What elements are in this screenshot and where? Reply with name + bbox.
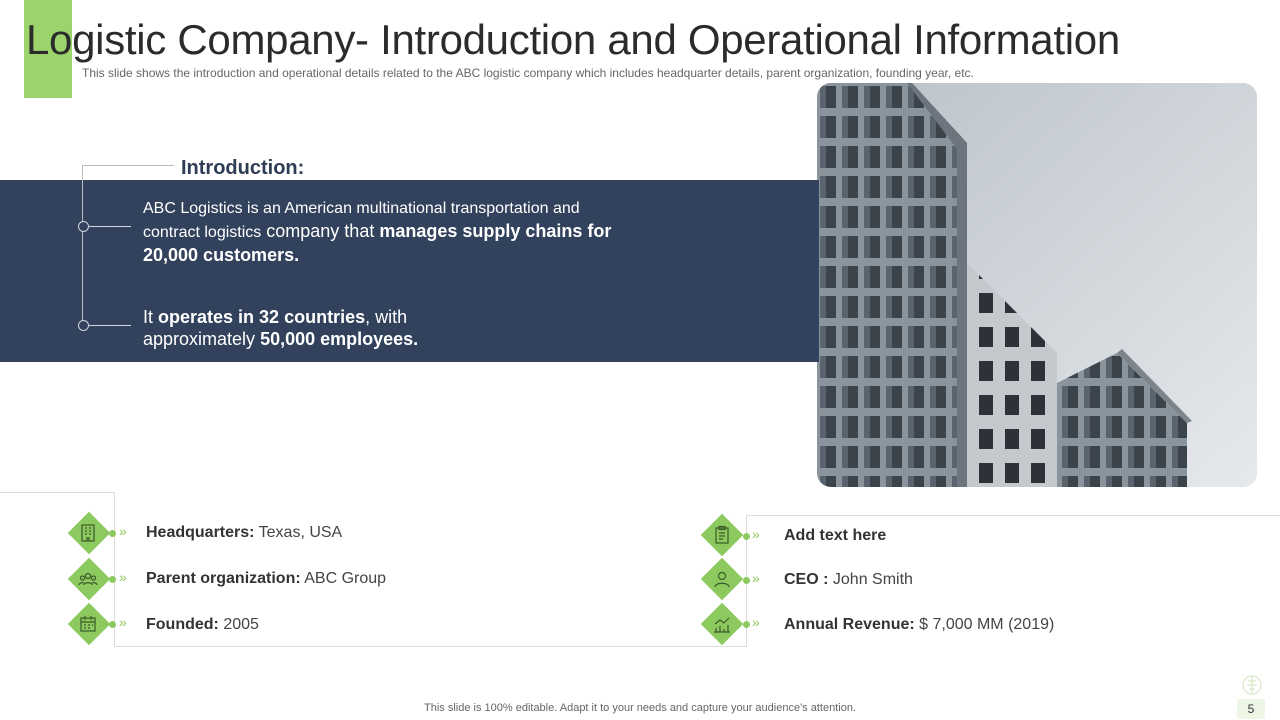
divider-line: [746, 515, 1280, 516]
bullet-dot: [743, 533, 750, 540]
annual-revenue-info: [784, 616, 1054, 634]
ceo-value: John Smith: [828, 571, 913, 588]
brain-logo-icon: [1238, 672, 1266, 700]
chevron-icon: »: [752, 570, 760, 586]
chevron-icon: »: [119, 569, 127, 585]
timeline-dot: [78, 320, 89, 331]
building-icon: [77, 522, 99, 544]
introduction-paragraph-2: [143, 306, 473, 350]
slide-title: Logistic Company- Introduction and Operational Information: [26, 16, 1120, 63]
intro-text-normal: ABC Logistics is an American multinational transportation and contract logistics: [143, 200, 580, 241]
slide-subtitle: This slide shows the introduction and operational details related to the ABC logistic company which includes headquarter details, parent organization, founding year, etc.: [82, 66, 974, 80]
add-text-label: Add text here: [784, 527, 887, 544]
intro-text-bold: operates in 32 countries: [158, 307, 366, 327]
headquarters-value: Texas, USA: [254, 524, 343, 541]
chevron-icon: »: [119, 523, 127, 539]
annual-revenue-label: Annual Revenue:: [784, 616, 915, 633]
chevron-icon: »: [752, 526, 760, 542]
timeline-connector: [89, 325, 131, 326]
introduction-paragraph-1: [143, 198, 633, 268]
annual-revenue-value: $ 7,000 MM (2019): [914, 616, 1055, 633]
calendar-icon: [77, 613, 99, 635]
headquarters-label: Headquarters:: [146, 524, 255, 541]
person-icon: [711, 568, 733, 590]
founded-label: Founded:: [146, 616, 219, 633]
timeline-dot: [78, 221, 89, 232]
founded-value: 2005: [218, 616, 259, 633]
parent-organization-label: Parent organization:: [146, 570, 301, 587]
headquarters-info: [146, 524, 342, 542]
timeline-connector: [89, 226, 131, 227]
founded-info: [146, 616, 259, 634]
divider-line: [0, 492, 114, 493]
slide-footer: This slide is 100% editable. Adapt it to your needs and capture your audience's attention.: [424, 702, 856, 714]
intro-text-mid: company that: [261, 221, 380, 241]
intro-text-bold: manages supply chains for 20,000 customers.: [143, 221, 612, 265]
connector-line: [82, 165, 174, 166]
page-number: 5: [1237, 699, 1265, 719]
revenue-chart-icon: [711, 613, 733, 635]
timeline-line: [82, 165, 83, 325]
intro-text: , with approximately: [143, 307, 408, 349]
bullet-dot: [743, 577, 750, 584]
add-text-info: [784, 527, 886, 545]
clipboard-icon: [711, 524, 733, 546]
intro-text: It: [143, 307, 159, 327]
parent-organization-value: ABC Group: [300, 570, 387, 587]
bullet-dot: [743, 621, 750, 628]
ceo-info: [784, 571, 913, 589]
chevron-icon: »: [119, 614, 127, 630]
building-photo: [817, 83, 1257, 487]
ceo-label: CEO :: [784, 571, 829, 588]
group-icon: [77, 568, 99, 590]
bullet-dot: [109, 621, 116, 628]
bullet-dot: [109, 576, 116, 583]
intro-text-bold: 50,000 employees.: [260, 329, 419, 349]
introduction-heading: Introduction:: [181, 157, 305, 179]
parent-organization-info: [146, 570, 386, 588]
chevron-icon: »: [752, 614, 760, 630]
bullet-dot: [109, 530, 116, 537]
